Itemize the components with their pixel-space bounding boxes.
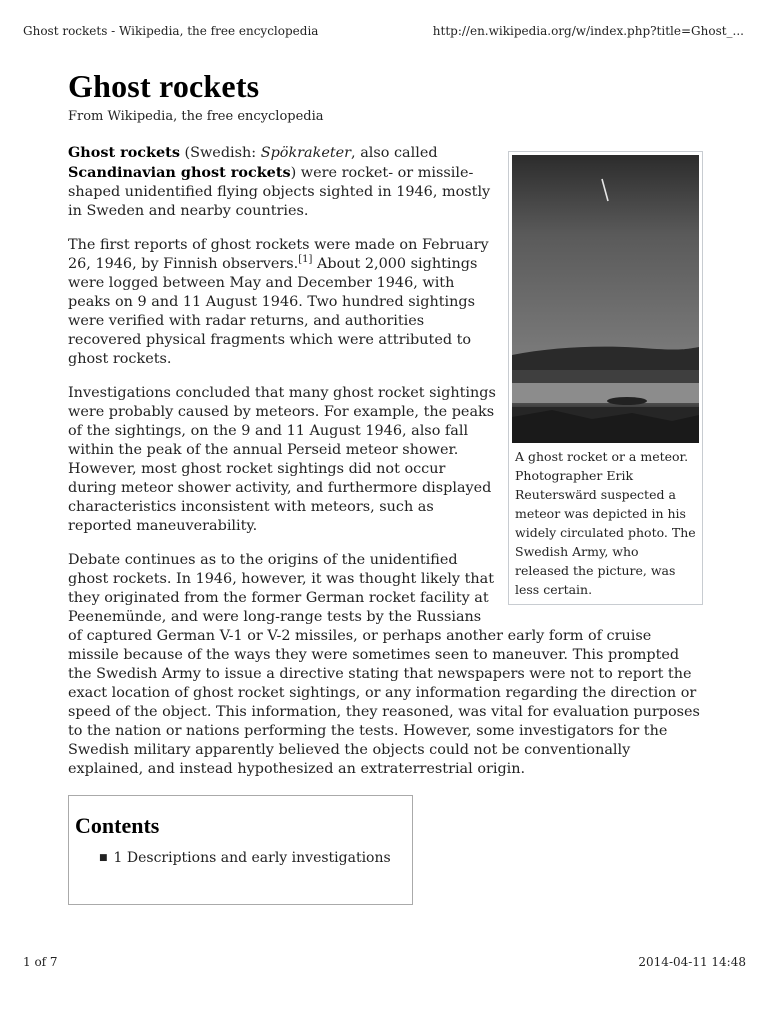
paragraph-investigations: Investigations concluded that many ghost rocket sightings were probably caused by meteors. For example, the peaks of the sightings, on the 9 and 11 August 1946, also fall within the peak of the annual Perseid meteor shower. However, most ghost rocket sightings did not occur during meteor shower activity, and furthermore displayed characteristics inconsistent with meteors, such as reported maneuverability. [68, 385, 496, 534]
table-of-contents [68, 795, 413, 905]
article-body [68, 143, 703, 905]
term-scandinavian: Scandinavian ghost rockets [68, 164, 291, 181]
intro-paragraph: Ghost rockets (Swedish: Spökraketer, also called Scandinavian ghost rockets) were rocket- or missile-shaped unidentified flying objects sighted in 1946, mostly in Sweden and nearby countries. [68, 144, 491, 219]
print-header-title: Ghost rockets - Wikipedia, the free encyclopedia [23, 24, 319, 38]
image-thumbnail [508, 151, 703, 605]
ghost-rocket-photo[interactable] [512, 155, 699, 443]
page-title: Ghost rockets [68, 68, 260, 104]
reference-link[interactable]: [1] [298, 254, 313, 266]
photo-scene [512, 155, 699, 443]
page-subtitle: From Wikipedia, the free encyclopedia [68, 109, 324, 124]
print-footer-timestamp: 2014-04-11 14:48 [638, 955, 746, 969]
print-footer-page: 1 of 7 [23, 955, 58, 969]
print-header-url: http://en.wikipedia.org/w/index.php?title=Ghost_... [432, 24, 744, 38]
term-ghost-rockets: Ghost rockets [68, 144, 180, 161]
paragraph-debate: Debate continues as to the origins of the unidentified ghost rockets. In 1946, however, it was thought likely that they originated from the former German rocket facility at Peenemünde, and were long-range tests by the Russians of captured German V-1 or V-2 missiles, or perhaps another early form of cruise missile because of the ways they were sometimes seen to maneuver. This prompted the Swedish Army to issue a directive stating that newspapers were not to report the exact location of ghost rocket sightings, or any information regarding the direction or speed of the object. This information, they reasoned, was vital for evaluation purposes to the nation or nations performing the tests. However, some investigators for the Swedish military apparently believed the objects could not be conventionally explained, and instead hypothesized an extraterrestrial origin. [68, 552, 700, 777]
paragraph-first-reports: The first reports of ghost rockets were made on February 26, 1946, by Finnish observers.[1] About 2,000 sightings were logged between May and December 1946, with peaks on 9 and 11 August 1946. Two hundred sightings were verified with radar returns, and authorities recovered physical fragments which were attributed to ghost rockets. [68, 237, 489, 367]
toc-item[interactable]: ■ 1 Descriptions and early investigations [99, 849, 412, 870]
toc-title: Contents [75, 813, 160, 838]
swedish-term: Spökraketer [260, 145, 352, 161]
toc-list [75, 849, 412, 870]
image-caption: A ghost rocket or a meteor. Photographer Erik Reuterswärd suspected a meteor was depicted in his widely circulated photo. The Swedish Army, who released the picture, was less certain. [515, 449, 696, 597]
